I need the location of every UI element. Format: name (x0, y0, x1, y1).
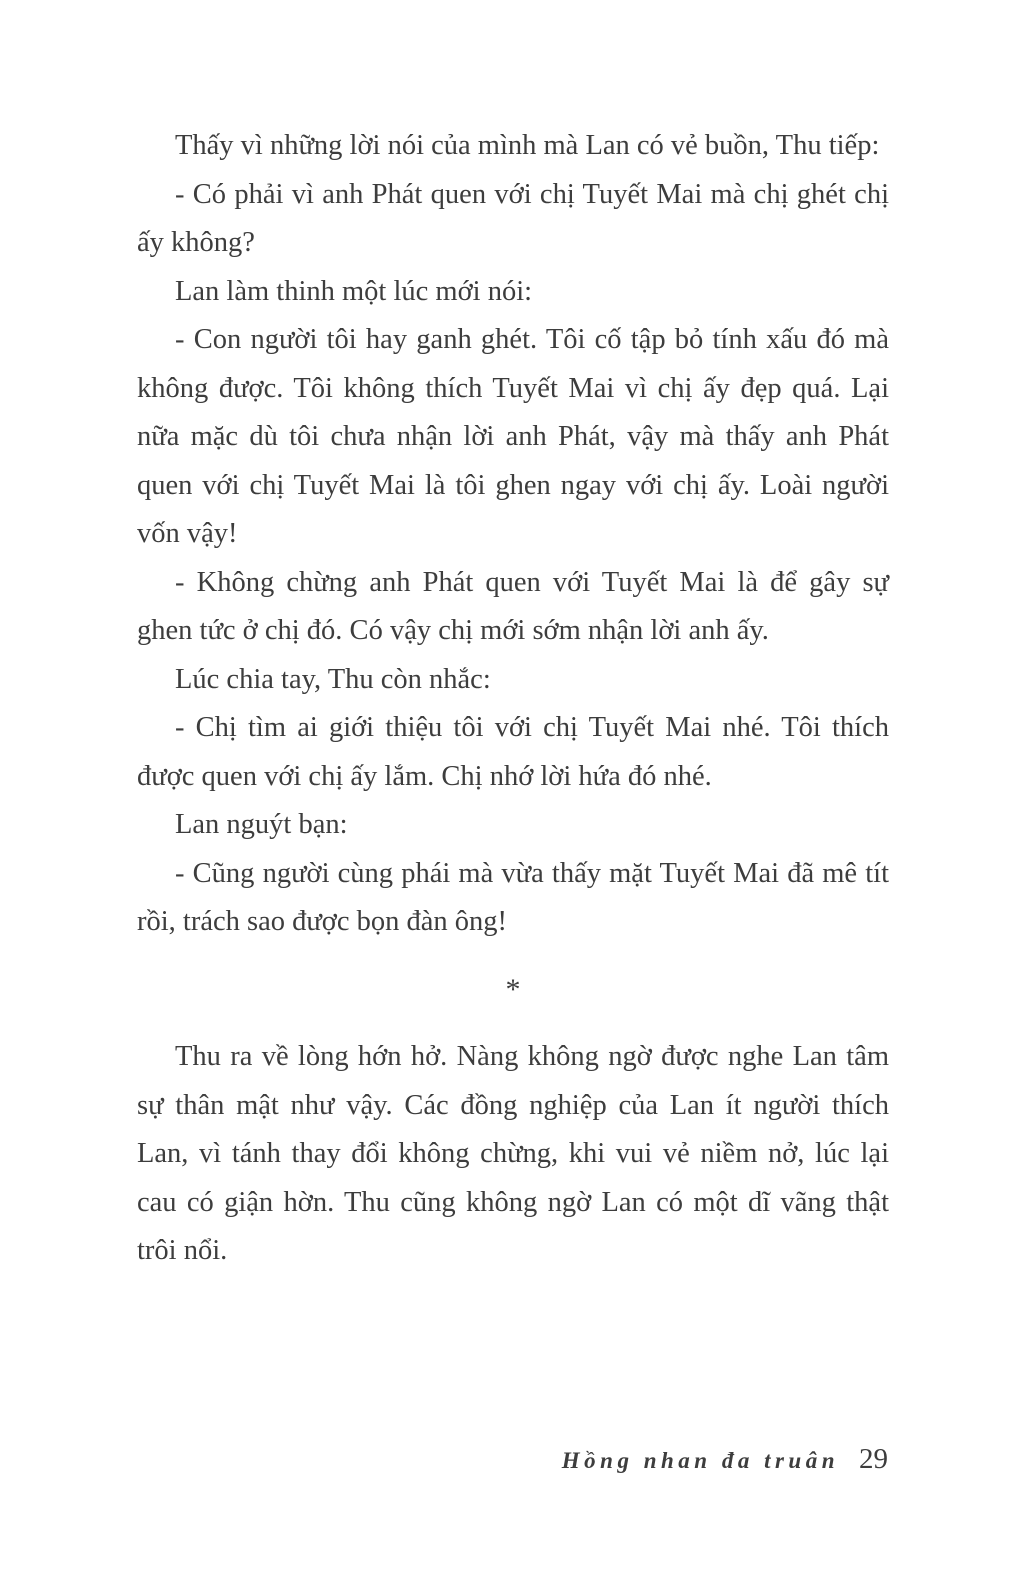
book-title: Hồng nhan đa truân (561, 1448, 839, 1473)
paragraph: Thu ra về lòng hớn hở. Nàng không ngờ được nghe Lan tâm sự thân mật như vậy. Các đồng nghiệp của Lan ít người thích Lan, vì tánh thay đổi không chừng, khi vui vẻ niềm nở, lúc lại cau có giận hờn. Thu cũng không ngờ Lan có một dĩ vãng thật trôi nổi. (137, 1041, 889, 1266)
section-separator: * (505, 972, 521, 1006)
paragraph: Lan nguýt bạn: (175, 809, 348, 840)
paragraph: Lan làm thinh một lúc mới nói: (175, 275, 533, 307)
paragraph: Lúc chia tay, Thu còn nhắc: (175, 663, 491, 695)
paragraph: - Cũng người cùng phái mà vừa thấy mặt Tuyết Mai đã mê tít rồi, trách sao được bọn đàn ông! (137, 857, 889, 937)
paragraph: - Có phải vì anh Phát quen với chị Tuyết Mai mà chị ghét chị ấy không? (137, 178, 889, 258)
page-number: 29 (859, 1443, 888, 1475)
paragraph: - Con người tôi hay ganh ghét. Tôi cố tập bỏ tính xấu đó mà không được. Tôi không thích Tuyết Mai vì chị ấy đẹp quá. Lại nữa mặc dù tôi chưa nhận lời anh Phát, vậy mà thấy anh Phát quen với chị Tuyết Mai là tôi ghen ngay với chị ấy. Loài người vốn vậy! (137, 324, 889, 549)
page-footer (562, 1443, 888, 1476)
page-content (137, 122, 889, 1276)
paragraph: - Không chừng anh Phát quen với Tuyết Mai là để gây sự ghen tức ở chị đó. Có vậy chị mới sớm nhận lời anh ấy. (137, 566, 889, 646)
paragraph: Thấy vì những lời nói của mình mà Lan có vẻ buồn, Thu tiếp: (175, 130, 880, 161)
paragraph: - Chị tìm ai giới thiệu tôi với chị Tuyết Mai nhé. Tôi thích được quen với chị ấy lắm. Chị nhớ lời hứa đó nhé. (137, 712, 889, 792)
